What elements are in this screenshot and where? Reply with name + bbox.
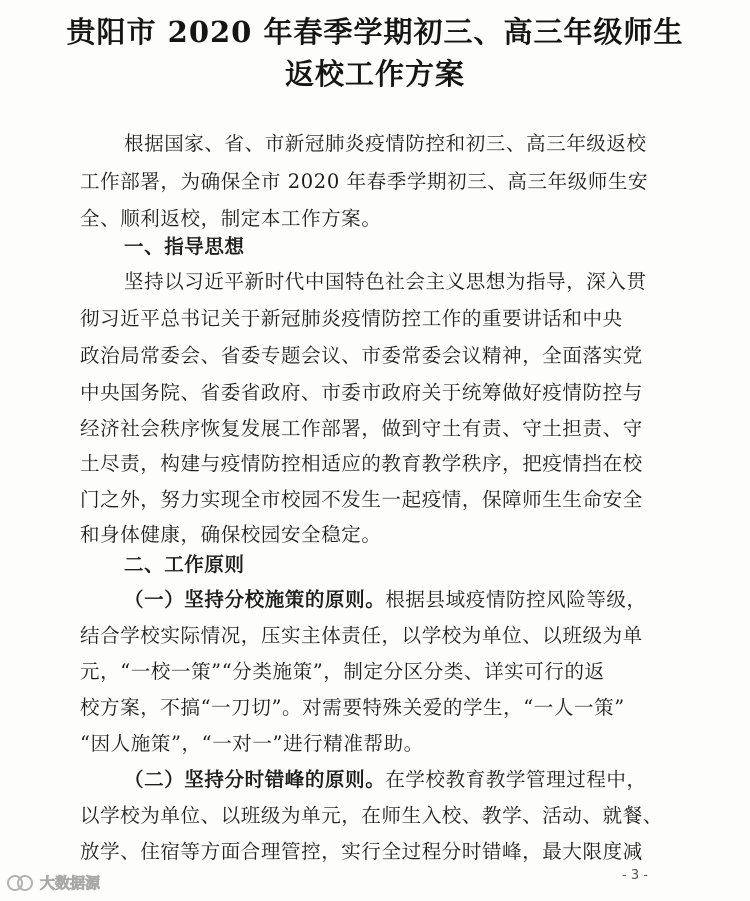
principle-1-first-line [124,584,680,612]
section-1-line-7: 门之外，努力实现全市校园不发生一起疫情，保障师生生命安全 [80,488,643,511]
section-1-heading: 一、指导思想 [124,235,245,258]
principle-2-line-2: 以学校为单位、以班级为单元，在师生入校、教学、活动、就餐、 [80,804,663,827]
principle-1-title: （一）坚持分校施策的原则。 [124,588,386,611]
section-1-line-3: 政治局常委会、省委专题会议、市委常委会议精神，全面落实党 [80,344,643,367]
principle-2-first-text: 在学校教育教学管理过程中， [385,768,647,791]
principle-2-line-3: 放学、住宿等方面合理管控，实行全过程分时错峰，最大限度减 [80,840,643,863]
watermark [6,872,100,893]
watermark-text: 大数据源 [40,874,101,892]
watermark-logo-icon [6,873,34,893]
principle-1-line-4: 校方案，不搞“一刀切”。对需要特殊关爱的学生，“一人一策” [80,696,625,719]
principle-1-line-2: 结合学校实际情况，压实主体责任，以学校为单位、以班级为单 [80,624,643,647]
section-1-line-1: 坚持以习近平新时代中国特色社会主义思想为指导，深入贯 [124,270,647,293]
principle-2-first-line [124,764,680,792]
intro-line-1: 根据国家、省、市新冠肺炎疫情防控和初三、高三年级返校 [124,132,647,155]
page-number: - 3 - [622,868,648,883]
section-2-heading: 二、工作原则 [124,553,245,576]
section-1-line-6: 土尽责，构建与疫情防控相适应的教育教学秩序，把疫情挡在校 [80,452,643,475]
section-1-line-2: 彻习近平总书记关于新冠肺炎疫情防控工作的重要讲话和中央 [80,307,623,330]
principle-1-line-3: 元，“一校一策”“分类施策”，制定分区分类、详实可行的返 [80,660,605,683]
document-title-line-2: 返校工作方案 [284,57,465,91]
section-1-line-4: 中央国务院、省委省政府、市委市政府关于统筹做好疫情防控与 [80,381,643,404]
intro-line-3: 全、顺利返校，制定本工作方案。 [80,207,382,230]
section-1-line-5: 经济社会秩序恢复发展工作部署，做到守土有责、守土担责、守 [80,417,643,440]
document-title-line-1: 贵阳市 2020 年春季学期初三、高三年级师生 [66,15,684,49]
intro-line-2: 工作部署，为确保全市 2020 年春季学期初三、高三年级师生安 [80,170,649,193]
principle-2-title: （二）坚持分时错峰的原则。 [124,768,386,791]
principle-1-line-5: “因人施策”，“一对一”进行精准帮助。 [80,732,424,755]
section-1-line-8: 和身体健康，确保校园安全稳定。 [80,523,382,546]
principle-1-first-text: 根据县域疫情防控风险等级， [385,588,647,611]
